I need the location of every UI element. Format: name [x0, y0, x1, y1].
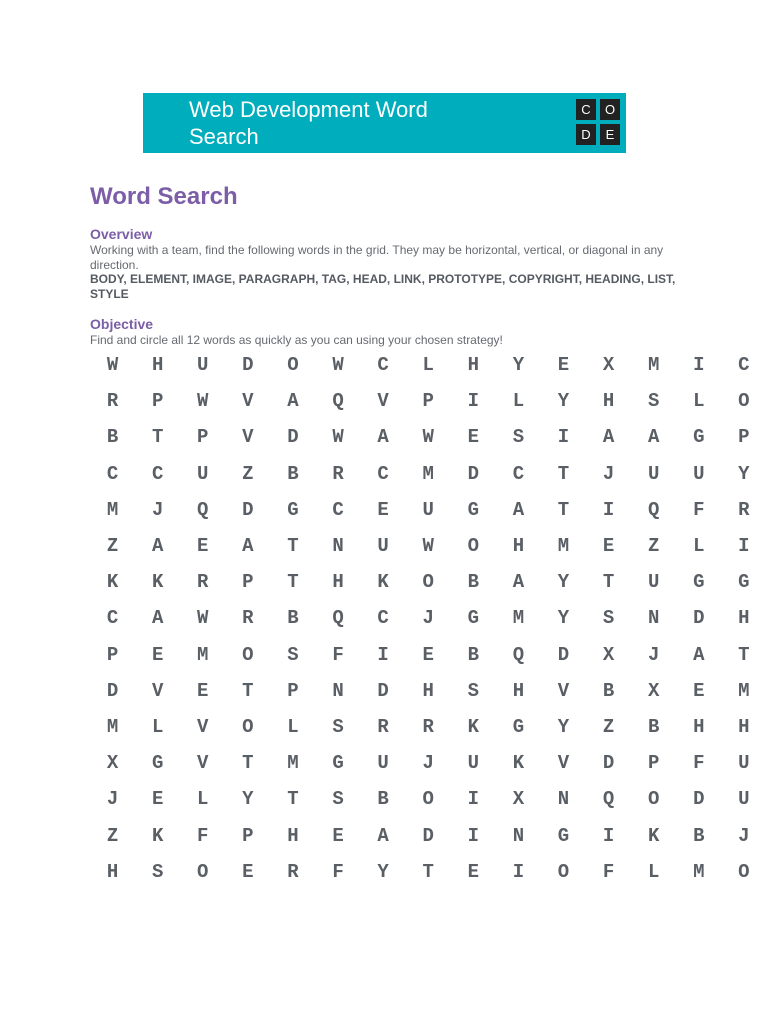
grid-letter: B: [693, 824, 705, 847]
grid-letter: U: [647, 571, 660, 594]
grid-letter: Q: [197, 498, 209, 521]
grid-letter: G: [693, 571, 705, 594]
grid-letter: A: [693, 643, 705, 666]
grid-letter: A: [647, 426, 660, 449]
grid-letter: Q: [647, 498, 660, 521]
grid-letter: D: [377, 679, 389, 702]
grid-letter: M: [106, 715, 119, 738]
grid-letter: I: [467, 824, 479, 847]
objective-heading: Objective: [90, 316, 154, 332]
grid-letter: A: [242, 535, 254, 558]
grid-letter: S: [287, 643, 299, 666]
grid-letter: D: [287, 426, 299, 449]
grid-letter: H: [422, 679, 434, 702]
grid-letter: V: [557, 752, 570, 775]
grid-letter: E: [467, 860, 479, 883]
grid-letter: H: [738, 607, 750, 630]
page-title: Word Search: [90, 183, 238, 210]
grid-letter: R: [242, 607, 254, 630]
grid-letter: U: [377, 752, 389, 775]
grid-letter: R: [287, 860, 299, 883]
banner-title: Web Development Word Search: [189, 97, 428, 149]
grid-letter: E: [197, 679, 209, 702]
grid-letter: D: [557, 643, 570, 666]
grid-letter: J: [151, 498, 164, 521]
grid-letter: E: [557, 354, 570, 377]
grid-letter: K: [377, 571, 389, 594]
grid-row: [90, 709, 768, 745]
grid-letter: C: [377, 462, 389, 485]
grid-letter: I: [738, 535, 750, 558]
grid-letter: K: [151, 571, 164, 594]
grid-letter: G: [557, 824, 570, 847]
grid-letter: Q: [332, 390, 344, 413]
grid-letter: C: [377, 607, 389, 630]
grid-letter: U: [197, 462, 209, 485]
grid-letter: U: [693, 462, 705, 485]
grid-letter: L: [512, 390, 525, 413]
grid-letter: V: [151, 679, 164, 702]
grid-letter: R: [377, 715, 389, 738]
grid-letter: V: [242, 426, 254, 449]
overview-heading: Overview: [90, 226, 153, 242]
grid-row: [90, 456, 768, 492]
grid-letter: V: [557, 679, 570, 702]
grid-letter: H: [287, 824, 299, 847]
grid-letter: J: [106, 788, 119, 811]
grid-letter: T: [151, 426, 164, 449]
grid-letter: G: [151, 752, 164, 775]
grid-row: [90, 492, 768, 528]
grid-letter: B: [287, 607, 299, 630]
grid-letter: P: [106, 643, 119, 666]
grid-letter: E: [197, 535, 209, 558]
grid-letter: Y: [557, 715, 570, 738]
grid-letter: K: [512, 752, 525, 775]
grid-letter: U: [738, 752, 750, 775]
grid-letter: U: [467, 752, 479, 775]
grid-row: [90, 528, 768, 564]
grid-letter: O: [197, 860, 209, 883]
grid-letter: P: [151, 390, 164, 413]
grid-letter: S: [151, 860, 164, 883]
grid-letter: M: [738, 679, 750, 702]
grid-letter: W: [422, 535, 434, 558]
logo-letter: C: [576, 99, 596, 120]
grid-letter: F: [693, 752, 705, 775]
grid-letter: E: [377, 498, 389, 521]
grid-letter: B: [467, 571, 479, 594]
grid-letter: H: [602, 390, 615, 413]
grid-letter: L: [693, 535, 705, 558]
grid-letter: S: [512, 426, 525, 449]
grid-letter: W: [332, 426, 344, 449]
grid-letter: Y: [738, 462, 750, 485]
grid-letter: B: [467, 643, 479, 666]
grid-letter: S: [602, 607, 615, 630]
grid-letter: W: [422, 426, 434, 449]
grid-letter: P: [647, 752, 660, 775]
grid-letter: D: [106, 679, 119, 702]
grid-letter: E: [422, 643, 434, 666]
grid-letter: O: [467, 535, 479, 558]
grid-letter: O: [647, 788, 660, 811]
grid-row: [90, 817, 768, 853]
grid-letter: Q: [602, 788, 615, 811]
grid-letter: U: [738, 788, 750, 811]
grid-letter: D: [242, 498, 254, 521]
grid-letter: Y: [557, 390, 570, 413]
grid-letter: P: [197, 426, 209, 449]
grid-letter: V: [242, 390, 254, 413]
grid-letter: U: [647, 462, 660, 485]
grid-letter: M: [647, 354, 660, 377]
grid-letter: S: [332, 788, 344, 811]
grid-letter: G: [467, 498, 479, 521]
grid-letter: O: [422, 788, 434, 811]
overview-text: Working with a team, find the following words in the grid. They may be horizontal, vertical, or diagonal in any direction.: [90, 243, 664, 272]
grid-letter: H: [512, 535, 525, 558]
grid-letter: H: [512, 679, 525, 702]
grid-letter: T: [602, 571, 615, 594]
grid-letter: G: [738, 571, 750, 594]
grid-letter: W: [197, 390, 209, 413]
grid-letter: T: [242, 752, 254, 775]
grid-letter: Z: [106, 824, 119, 847]
grid-letter: Z: [106, 535, 119, 558]
word-search-grid: [90, 347, 768, 890]
grid-letter: A: [377, 824, 389, 847]
grid-letter: S: [332, 715, 344, 738]
grid-letter: M: [197, 643, 209, 666]
grid-row: [90, 637, 768, 673]
grid-letter: D: [242, 354, 254, 377]
grid-letter: G: [287, 498, 299, 521]
grid-letter: I: [512, 860, 525, 883]
grid-letter: A: [151, 535, 164, 558]
grid-letter: P: [738, 426, 750, 449]
grid-letter: J: [422, 752, 434, 775]
grid-letter: C: [106, 607, 119, 630]
grid-letter: G: [512, 715, 525, 738]
grid-letter: X: [106, 752, 119, 775]
grid-row: [90, 673, 768, 709]
grid-letter: N: [332, 535, 344, 558]
grid-row: [90, 347, 768, 383]
grid-letter: S: [647, 390, 660, 413]
grid-letter: G: [693, 426, 705, 449]
grid-row: [90, 383, 768, 419]
grid-letter: T: [242, 679, 254, 702]
grid-letter: I: [602, 824, 615, 847]
grid-letter: B: [647, 715, 660, 738]
grid-letter: H: [738, 715, 750, 738]
grid-letter: Y: [512, 354, 525, 377]
grid-letter: D: [602, 752, 615, 775]
grid-row: [90, 419, 768, 455]
grid-letter: M: [512, 607, 525, 630]
grid-letter: I: [693, 354, 705, 377]
grid-letter: Y: [557, 571, 570, 594]
grid-letter: R: [422, 715, 434, 738]
logo-letter: D: [576, 124, 596, 145]
grid-row: [90, 854, 768, 890]
grid-letter: N: [557, 788, 570, 811]
grid-letter: H: [151, 354, 164, 377]
grid-letter: H: [693, 715, 705, 738]
grid-letter: A: [602, 426, 615, 449]
grid-letter: W: [197, 607, 209, 630]
grid-letter: K: [151, 824, 164, 847]
grid-letter: L: [647, 860, 660, 883]
grid-letter: M: [287, 752, 299, 775]
grid-letter: W: [332, 354, 344, 377]
grid-letter: O: [242, 643, 254, 666]
grid-letter: M: [106, 498, 119, 521]
grid-letter: E: [151, 643, 164, 666]
grid-letter: F: [197, 824, 209, 847]
grid-letter: E: [242, 860, 254, 883]
grid-letter: V: [197, 752, 209, 775]
grid-letter: X: [602, 354, 615, 377]
grid-letter: E: [332, 824, 344, 847]
grid-letter: D: [467, 462, 479, 485]
grid-letter: O: [242, 715, 254, 738]
grid-letter: T: [557, 498, 570, 521]
grid-letter: R: [197, 571, 209, 594]
grid-letter: K: [467, 715, 479, 738]
grid-letter: K: [647, 824, 660, 847]
grid-letter: Z: [647, 535, 660, 558]
grid-letter: O: [738, 390, 750, 413]
word-list: BODY, ELEMENT, IMAGE, PARAGRAPH, TAG, HEAD, LINK, PROTOTYPE, COPYRIGHT, HEADING, LIST, STYLE: [90, 272, 676, 301]
grid-letter: C: [332, 498, 344, 521]
grid-letter: T: [738, 643, 750, 666]
grid-letter: I: [467, 788, 479, 811]
grid-letter: Z: [602, 715, 615, 738]
grid-letter: F: [693, 498, 705, 521]
grid-letter: F: [332, 643, 344, 666]
grid-letter: J: [738, 824, 750, 847]
header-banner: [143, 93, 626, 153]
grid-letter: N: [332, 679, 344, 702]
grid-letter: N: [647, 607, 660, 630]
grid-letter: U: [197, 354, 209, 377]
grid-letter: B: [377, 788, 389, 811]
grid-letter: B: [287, 462, 299, 485]
grid-letter: R: [106, 390, 119, 413]
grid-letter: E: [151, 788, 164, 811]
grid-letter: V: [197, 715, 209, 738]
grid-letter: P: [242, 824, 254, 847]
grid-letter: K: [106, 571, 119, 594]
grid-letter: E: [693, 679, 705, 702]
grid-row: [90, 600, 768, 636]
grid-letter: C: [512, 462, 525, 485]
grid-letter: A: [512, 498, 525, 521]
grid-letter: R: [738, 498, 750, 521]
grid-letter: J: [647, 643, 660, 666]
grid-letter: H: [106, 860, 119, 883]
grid-letter: T: [287, 571, 299, 594]
grid-letter: R: [332, 462, 344, 485]
grid-letter: I: [377, 643, 389, 666]
grid-letter: B: [106, 426, 119, 449]
grid-letter: J: [602, 462, 615, 485]
grid-letter: T: [287, 535, 299, 558]
grid-letter: A: [512, 571, 525, 594]
grid-letter: N: [512, 824, 525, 847]
grid-letter: C: [377, 354, 389, 377]
grid-letter: Z: [242, 462, 254, 485]
grid-letter: O: [287, 354, 299, 377]
grid-letter: M: [693, 860, 705, 883]
grid-letter: L: [197, 788, 209, 811]
grid-letter: M: [557, 535, 570, 558]
grid-letter: Q: [512, 643, 525, 666]
grid-letter: G: [467, 607, 479, 630]
grid-letter: X: [647, 679, 660, 702]
grid-letter: M: [422, 462, 434, 485]
grid-letter: W: [106, 354, 119, 377]
grid-letter: E: [602, 535, 615, 558]
grid-letter: D: [693, 607, 705, 630]
grid-letter: S: [467, 679, 479, 702]
grid-letter: F: [602, 860, 615, 883]
grid-letter: V: [377, 390, 389, 413]
grid-letter: D: [693, 788, 705, 811]
grid-letter: T: [422, 860, 434, 883]
grid-letter: U: [377, 535, 389, 558]
code-logo: [576, 99, 622, 147]
grid-letter: L: [693, 390, 705, 413]
grid-letter: X: [602, 643, 615, 666]
logo-letter: E: [600, 124, 620, 145]
grid-letter: U: [422, 498, 434, 521]
grid-letter: C: [151, 462, 164, 485]
grid-letter: A: [151, 607, 164, 630]
grid-letter: T: [557, 462, 570, 485]
grid-letter: F: [332, 860, 344, 883]
grid-letter: L: [151, 715, 164, 738]
grid-letter: C: [106, 462, 119, 485]
grid-letter: A: [377, 426, 389, 449]
grid-letter: I: [557, 426, 570, 449]
grid-letter: O: [422, 571, 434, 594]
objective-text: Find and circle all 12 words as quickly as you can using your chosen strategy!: [90, 333, 503, 347]
grid-letter: Y: [377, 860, 389, 883]
grid-letter: I: [467, 390, 479, 413]
grid-letter: O: [557, 860, 570, 883]
grid-letter: C: [738, 354, 750, 377]
grid-letter: P: [242, 571, 254, 594]
grid-letter: Y: [242, 788, 254, 811]
grid-row: [90, 781, 768, 817]
grid-letter: L: [422, 354, 434, 377]
grid-letter: H: [467, 354, 479, 377]
grid-letter: Q: [332, 607, 344, 630]
grid-letter: Y: [557, 607, 570, 630]
logo-letter: O: [600, 99, 620, 120]
grid-letter: E: [467, 426, 479, 449]
grid-letter: P: [287, 679, 299, 702]
grid-letter: P: [422, 390, 434, 413]
grid-letter: I: [602, 498, 615, 521]
grid-letter: H: [332, 571, 344, 594]
grid-row: [90, 564, 768, 600]
grid-letter: T: [287, 788, 299, 811]
grid-letter: A: [287, 390, 299, 413]
grid-letter: D: [422, 824, 434, 847]
grid-letter: O: [738, 860, 750, 883]
grid-letter: B: [602, 679, 615, 702]
grid-row: [90, 745, 768, 781]
grid-letter: L: [287, 715, 299, 738]
grid-letter: G: [332, 752, 344, 775]
grid-letter: J: [422, 607, 434, 630]
grid-letter: X: [512, 788, 525, 811]
